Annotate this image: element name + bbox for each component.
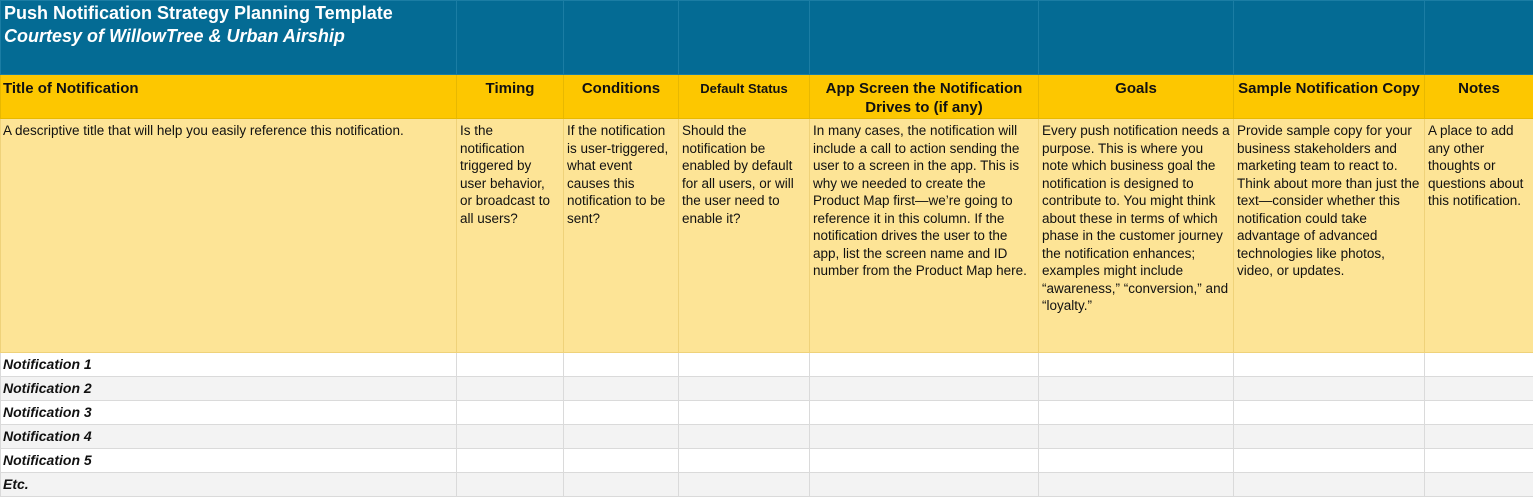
banner-cell[interactable] [1039,1,1234,75]
banner-cell[interactable] [1425,1,1533,75]
empty-cell[interactable] [1039,353,1234,377]
empty-cell[interactable] [1425,473,1533,497]
empty-cell[interactable] [679,425,810,449]
empty-cell[interactable] [679,377,810,401]
empty-cell[interactable] [1234,401,1425,425]
table-row [1,353,1533,377]
banner-row [1,1,1533,75]
description-cell-sample-copy[interactable]: Provide sample copy for your business stakeholders and marketing team to react to. Think about more than just the text—consider whether this notification could take advantage of advanced technologies like photos, video, or updates. [1234,119,1425,353]
description-cell-app-screen[interactable]: In many cases, the notification will include a call to action sending the user to a screen in the app. This is why we needed to create the Product Map first—we’re going to reference it in this column. If the notification drives the user to the app, list the screen name and ID number from the Product Map here. [810,119,1039,353]
description-cell-title[interactable]: A descriptive title that will help you easily reference this notification. [1,119,457,353]
banner-cell[interactable] [1,1,457,75]
header-row [1,75,1533,119]
header-cell-sample-copy[interactable]: Sample Notification Copy [1234,75,1425,119]
empty-cell[interactable] [1234,353,1425,377]
empty-cell[interactable] [457,425,564,449]
empty-cell[interactable] [457,473,564,497]
table-row [1,425,1533,449]
header-cell-app-screen[interactable]: App Screen the Notification Drives to (if any) [810,75,1039,119]
description-cell-notes[interactable]: A place to add any other thoughts or questions about this notification. [1425,119,1533,353]
empty-cell[interactable] [810,425,1039,449]
empty-cell[interactable] [810,401,1039,425]
empty-cell[interactable] [679,449,810,473]
empty-cell[interactable] [1039,425,1234,449]
empty-cell[interactable] [810,449,1039,473]
empty-cell[interactable] [679,353,810,377]
table-row [1,377,1533,401]
header-cell-conditions[interactable]: Conditions [564,75,679,119]
header-cell-title[interactable]: Title of Notification [1,75,457,119]
empty-cell[interactable] [457,377,564,401]
banner-cell[interactable] [564,1,679,75]
description-cell-timing[interactable]: Is the notification triggered by user behavior, or broadcast to all users? [457,119,564,353]
row-label-cell[interactable]: Notification 2 [1,377,457,401]
header-cell-goals[interactable]: Goals [1039,75,1234,119]
empty-cell[interactable] [564,401,679,425]
empty-cell[interactable] [1234,377,1425,401]
sheet-title: Push Notification Strategy Planning Template [4,2,453,25]
empty-cell[interactable] [457,449,564,473]
empty-cell[interactable] [457,353,564,377]
empty-cell[interactable] [810,377,1039,401]
banner-cell[interactable] [1234,1,1425,75]
empty-cell[interactable] [564,449,679,473]
table-row [1,473,1533,497]
empty-cell[interactable] [1039,449,1234,473]
empty-cell[interactable] [1425,425,1533,449]
empty-cell[interactable] [1425,377,1533,401]
empty-cell[interactable] [1425,353,1533,377]
empty-cell[interactable] [810,473,1039,497]
empty-cell[interactable] [564,425,679,449]
empty-cell[interactable] [679,401,810,425]
header-cell-notes[interactable]: Notes [1425,75,1533,119]
table-row [1,401,1533,425]
empty-cell[interactable] [1234,473,1425,497]
empty-cell[interactable] [1039,473,1234,497]
empty-cell[interactable] [564,473,679,497]
banner-cell[interactable] [679,1,810,75]
description-cell-conditions[interactable]: If the notification is user-triggered, what event causes this notification to be sent? [564,119,679,353]
empty-cell[interactable] [1039,377,1234,401]
empty-cell[interactable] [1234,425,1425,449]
empty-cell[interactable] [810,353,1039,377]
empty-cell[interactable] [457,401,564,425]
description-cell-default-status[interactable]: Should the notification be enabled by default for all users, or will the user need to enable it? [679,119,810,353]
table-row [1,449,1533,473]
row-label-cell[interactable]: Notification 3 [1,401,457,425]
empty-cell[interactable] [679,473,810,497]
row-label-cell[interactable]: Notification 1 [1,353,457,377]
banner-cell[interactable] [810,1,1039,75]
empty-cell[interactable] [1234,449,1425,473]
header-cell-timing[interactable]: Timing [457,75,564,119]
empty-cell[interactable] [1425,449,1533,473]
empty-cell[interactable] [1425,401,1533,425]
description-cell-goals[interactable]: Every push notification needs a purpose. This is where you note which business goal the notification is designed to contribute to. You might think about these in terms of which phase in the customer journey the notification enhances; examples might include “awareness,” “conversion,” and “loyalty.” [1039,119,1234,353]
description-row [1,119,1533,353]
empty-cell[interactable] [564,377,679,401]
row-label-cell[interactable]: Etc. [1,473,457,497]
empty-cell[interactable] [564,353,679,377]
banner-cell[interactable] [457,1,564,75]
empty-cell[interactable] [1039,401,1234,425]
sheet-subtitle: Courtesy of WillowTree & Urban Airship [4,25,453,48]
row-label-cell[interactable]: Notification 5 [1,449,457,473]
header-cell-default-status[interactable]: Default Status [679,75,810,119]
row-label-cell[interactable]: Notification 4 [1,425,457,449]
